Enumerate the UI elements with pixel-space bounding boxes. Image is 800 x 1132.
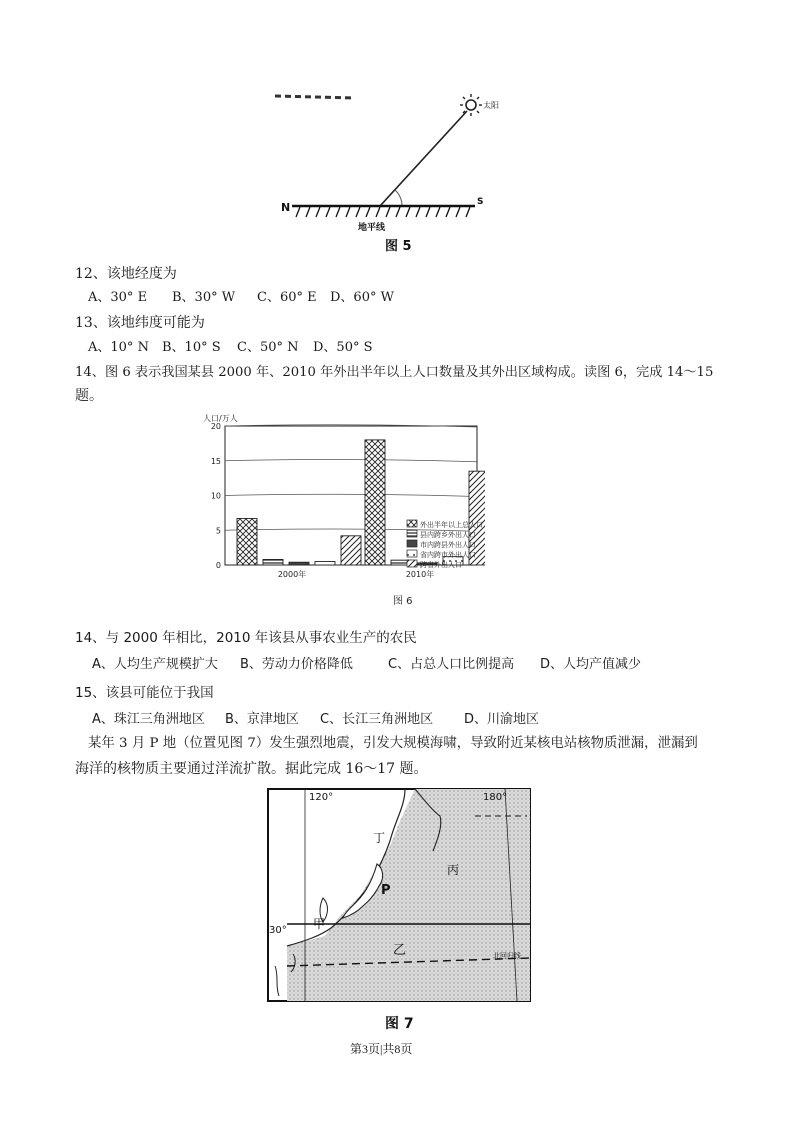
question-14-option-b: B、劳动力价格降低 — [240, 657, 353, 672]
south-label: S — [477, 197, 484, 207]
question-15-option-a: A、珠江三角洲地区 — [92, 712, 205, 727]
question-12-option-a: A、30° E — [88, 290, 148, 305]
chart-bar — [341, 536, 361, 565]
label-ding: 丁 — [373, 831, 386, 845]
chart-gridline — [225, 459, 477, 461]
question-14-intro-line-2: 题。 — [75, 388, 103, 404]
chart-y-axis-label: 人口/万人 — [203, 414, 238, 423]
sun-icon — [460, 94, 482, 116]
question-13-option-b: B、10° S — [162, 340, 221, 355]
question-15-option-d: D、川渝地区 — [464, 712, 540, 727]
longitude-180-label: 180° — [483, 792, 508, 803]
label-yi: 乙 — [393, 943, 407, 958]
question-13-option-c: C、50° N — [237, 340, 299, 355]
chart-legend-label: 市内跨县外出人口 — [420, 541, 476, 549]
chart-bar — [263, 559, 283, 565]
question-12-option-b: B、30° W — [172, 290, 236, 305]
horizon-label: 地平线 — [358, 223, 386, 233]
figure-5-diagram — [270, 88, 500, 258]
chart-x-tick-label: 2010年 — [405, 570, 435, 579]
figure-6-caption: 图 6 — [393, 596, 413, 607]
label-jia: 甲 — [313, 917, 326, 931]
chart-x-tick-label: 2000年 — [277, 570, 307, 579]
chart-legend-label: 县内跨乡外出人口 — [420, 531, 476, 539]
figure-7-caption: 图 7 — [385, 1016, 414, 1032]
question-14-stem: 14、与 2000 年相比，2010 年该县从事农业生产的农民 — [75, 630, 417, 646]
question-12-stem: 12、该地经度为 — [75, 266, 177, 282]
horizon-hatching — [296, 207, 470, 217]
chart-bar — [365, 440, 385, 565]
question-14-option-a: A、人均生产规模扩大 — [92, 657, 218, 672]
north-label: N — [281, 201, 291, 214]
passage-line-1: 某年 3 月 P 地（位置见图 7）发生强烈地震，引发大规模海啸，导致附近某核电站核物质泄漏，泄漏到 — [88, 736, 698, 751]
figure-7-map — [265, 786, 535, 1036]
chart-bar — [237, 518, 257, 565]
sun-ray-line — [380, 111, 467, 206]
chart-legend-swatch — [407, 530, 417, 537]
question-15-option-b: B、京津地区 — [225, 712, 299, 727]
label-bing: 丙 — [447, 863, 460, 877]
question-12-option-c: C、60° E — [257, 290, 317, 305]
chart-y-tick-label: 0 — [215, 561, 221, 570]
chart-legend-swatch — [407, 520, 417, 527]
figure-5-caption: 图 5 — [385, 239, 412, 254]
chart-legend-label: 外出半年以上总人口 — [420, 521, 483, 529]
label-p: P — [381, 883, 391, 898]
chart-legend-label: 省内跨市外出人口 — [420, 551, 476, 559]
question-13-option-d: D、50° S — [313, 340, 373, 355]
question-14-option-c: C、占总人口比例提高 — [388, 657, 515, 672]
question-14-option-d: D、人均产值减少 — [540, 657, 642, 672]
cropped-line — [275, 96, 355, 98]
question-15-option-c: C、长江三角洲地区 — [320, 712, 434, 727]
chart-y-tick-label: 20 — [210, 422, 221, 431]
chart-legend-label: 跨省外出人口 — [420, 561, 462, 569]
page-footer: 第3页|共8页 — [350, 1042, 413, 1056]
question-13-stem: 13、该地纬度可能为 — [75, 315, 205, 331]
question-15-stem: 15、该县可能位于我国 — [75, 685, 214, 701]
chart-legend-swatch — [407, 540, 417, 547]
chart-legend-swatch — [407, 560, 417, 567]
passage-line-2: 海洋的核物质主要通过洋流扩散。据此完成 16～17 题。 — [75, 761, 428, 777]
question-13-option-a: A、10° N — [88, 340, 149, 355]
chart-y-tick-label: 5 — [215, 526, 221, 536]
question-12-option-d: D、60° W — [330, 290, 394, 305]
figure-6-chart — [195, 408, 485, 613]
tropic-label: 北回归线 — [493, 952, 521, 960]
chart-y-tick-label: 15 — [210, 456, 221, 466]
angle-arc — [395, 190, 402, 206]
question-14-intro-line-1: 14、图 6 表示我国某县 2000 年、2010 年外出半年以上人口数量及其外出区域构成。读图 6，完成 14～15 — [75, 365, 714, 380]
chart-bar — [315, 562, 335, 565]
sun-label: 太阳 — [483, 101, 499, 110]
chart-y-tick-label: 10 — [210, 491, 221, 501]
longitude-120-label: 120° — [309, 792, 334, 803]
chart-legend-swatch — [407, 550, 417, 557]
chart-gridline — [225, 494, 477, 496]
chart-bar — [289, 562, 309, 565]
latitude-30-label: 30° — [269, 925, 287, 936]
